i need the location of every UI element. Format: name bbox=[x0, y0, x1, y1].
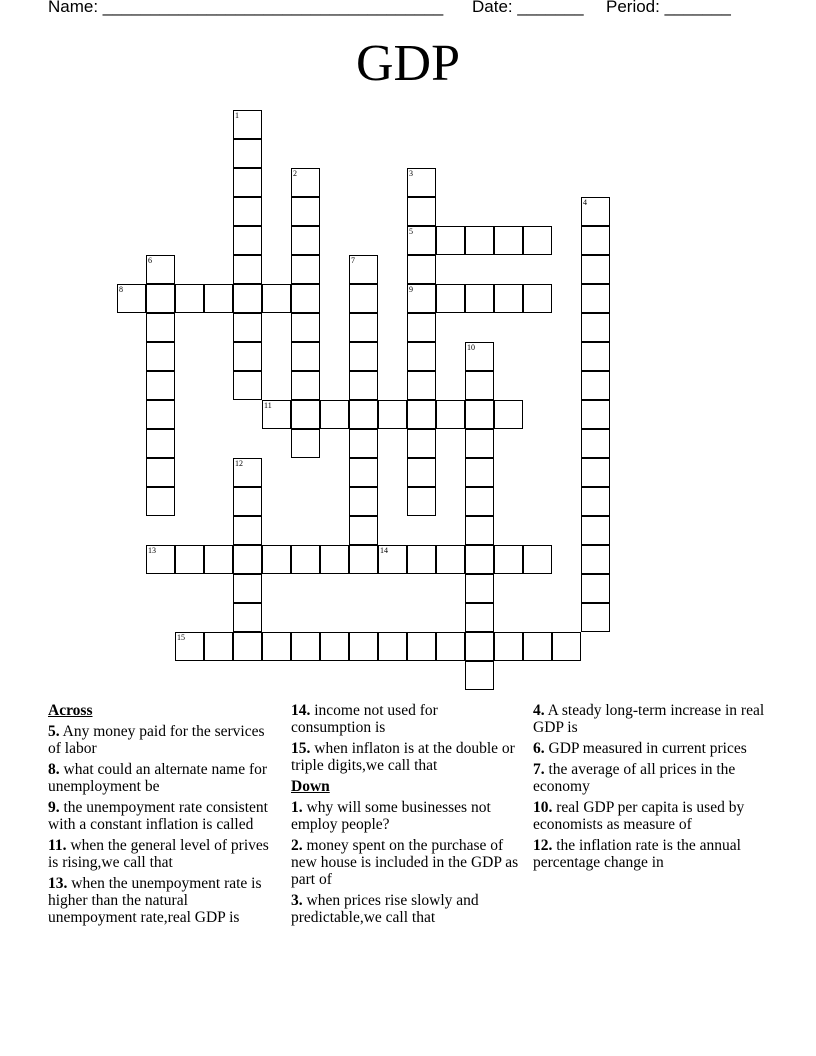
grid-cell[interactable] bbox=[407, 226, 436, 255]
grid-cell[interactable] bbox=[175, 284, 204, 313]
grid-cell[interactable] bbox=[407, 429, 436, 458]
grid-cell[interactable] bbox=[581, 284, 610, 313]
clue-number: 1 bbox=[235, 111, 239, 120]
grid-cell[interactable] bbox=[262, 284, 291, 313]
grid-cell[interactable] bbox=[291, 284, 320, 313]
grid-cell[interactable] bbox=[291, 313, 320, 342]
grid-cell[interactable] bbox=[233, 458, 262, 487]
grid-cell[interactable] bbox=[349, 487, 378, 516]
grid-cell[interactable] bbox=[436, 545, 465, 574]
clue-down-3: 3. when prices rise slowly and predictable,we call that bbox=[291, 892, 479, 926]
grid-cell[interactable] bbox=[465, 284, 494, 313]
grid-cell[interactable] bbox=[465, 429, 494, 458]
grid-cell[interactable] bbox=[581, 429, 610, 458]
grid-cell[interactable] bbox=[523, 632, 552, 661]
clue-number: 6 bbox=[148, 256, 152, 265]
grid-cell[interactable] bbox=[436, 632, 465, 661]
grid-cell[interactable] bbox=[291, 429, 320, 458]
grid-cell[interactable] bbox=[465, 632, 494, 661]
grid-cell[interactable] bbox=[204, 284, 233, 313]
grid-cell[interactable] bbox=[291, 255, 320, 284]
grid-cell[interactable] bbox=[320, 545, 349, 574]
grid-cell[interactable] bbox=[233, 632, 262, 661]
grid-cell[interactable] bbox=[291, 168, 320, 197]
grid-cell[interactable] bbox=[291, 400, 320, 429]
grid-cell[interactable] bbox=[204, 545, 233, 574]
name-field[interactable]: Name: ____________________________________ bbox=[48, 0, 444, 16]
clue-down-4: 4. A steady long-term increase in real GDP is bbox=[533, 702, 765, 736]
grid-cell[interactable] bbox=[117, 284, 146, 313]
clue-across-9: 9. the unempoyment rate consistent with a constant inflation is called bbox=[48, 799, 268, 833]
grid-cell[interactable] bbox=[233, 313, 262, 342]
clue-number: 11 bbox=[264, 401, 272, 410]
grid-cell[interactable] bbox=[175, 545, 204, 574]
grid-cell[interactable] bbox=[349, 458, 378, 487]
grid-cell[interactable] bbox=[349, 400, 378, 429]
grid-cell[interactable] bbox=[233, 487, 262, 516]
grid-cell[interactable] bbox=[233, 342, 262, 371]
clue-number: 2 bbox=[293, 169, 297, 178]
clue-across-13: 13. when the unempoyment rate is higher than the natural unempoyment rate,real GDP is bbox=[48, 875, 262, 926]
clue-across-5: 5. Any money paid for the services of labor bbox=[48, 723, 265, 757]
grid-cell[interactable] bbox=[291, 342, 320, 371]
clue-down-7: 7. the average of all prices in the economy bbox=[533, 761, 736, 795]
grid-cell[interactable] bbox=[233, 574, 262, 603]
grid-cell[interactable] bbox=[581, 400, 610, 429]
grid-cell[interactable] bbox=[291, 226, 320, 255]
grid-cell[interactable] bbox=[581, 603, 610, 632]
grid-cell[interactable] bbox=[349, 342, 378, 371]
grid-cell[interactable] bbox=[233, 603, 262, 632]
grid-cell[interactable] bbox=[378, 400, 407, 429]
clue-number: 5 bbox=[409, 227, 413, 236]
grid-cell[interactable] bbox=[233, 545, 262, 574]
grid-cell[interactable] bbox=[552, 632, 581, 661]
grid-cell[interactable] bbox=[436, 400, 465, 429]
clue-across-8: 8. what could an alternate name for unemployment be bbox=[48, 761, 268, 795]
grid-cell[interactable] bbox=[436, 284, 465, 313]
grid-cell[interactable] bbox=[465, 603, 494, 632]
grid-cell[interactable] bbox=[349, 371, 378, 400]
grid-cell[interactable] bbox=[407, 255, 436, 284]
grid-cell[interactable] bbox=[407, 632, 436, 661]
clues-column-1 bbox=[48, 702, 278, 930]
grid-cell[interactable] bbox=[262, 400, 291, 429]
clue-down-2: 2. money spent on the purchase of new house is included in the GDP as part of bbox=[291, 837, 519, 888]
grid-cell[interactable] bbox=[465, 487, 494, 516]
grid-cell[interactable] bbox=[581, 458, 610, 487]
grid-cell[interactable] bbox=[349, 516, 378, 545]
grid-cell[interactable] bbox=[349, 429, 378, 458]
grid-cell[interactable] bbox=[146, 545, 175, 574]
clue-down-12: 12. the inflation rate is the annual percentage change in bbox=[533, 837, 741, 871]
grid-cell[interactable] bbox=[146, 429, 175, 458]
grid-cell[interactable] bbox=[465, 574, 494, 603]
clue-down-1: 1. why will some businesses not employ people? bbox=[291, 799, 491, 833]
clue-number: 12 bbox=[235, 459, 243, 468]
grid-cell[interactable] bbox=[407, 371, 436, 400]
grid-cell[interactable] bbox=[349, 255, 378, 284]
grid-cell[interactable] bbox=[581, 255, 610, 284]
grid-cell[interactable] bbox=[494, 545, 523, 574]
grid-cell[interactable] bbox=[320, 400, 349, 429]
grid-cell[interactable] bbox=[233, 255, 262, 284]
clues-column-3 bbox=[533, 702, 773, 875]
clue-across-11: 11. when the general level of prives is rising,we call that bbox=[48, 837, 269, 871]
grid-cell[interactable] bbox=[465, 342, 494, 371]
grid-cell[interactable] bbox=[407, 168, 436, 197]
grid-cell[interactable] bbox=[349, 284, 378, 313]
grid-cell[interactable] bbox=[291, 632, 320, 661]
clue-across-15: 15. when inflaton is at the double or triple digits,we call that bbox=[291, 740, 515, 774]
grid-cell[interactable] bbox=[349, 632, 378, 661]
grid-cell[interactable] bbox=[436, 226, 465, 255]
down-heading: Down bbox=[291, 778, 330, 795]
grid-cell[interactable] bbox=[262, 545, 291, 574]
grid-cell[interactable] bbox=[494, 284, 523, 313]
clue-number: 3 bbox=[409, 169, 413, 178]
grid-cell[interactable] bbox=[291, 371, 320, 400]
grid-cell[interactable] bbox=[262, 632, 291, 661]
clue-number: 8 bbox=[119, 285, 123, 294]
grid-cell[interactable] bbox=[349, 313, 378, 342]
grid-cell[interactable] bbox=[465, 458, 494, 487]
grid-cell[interactable] bbox=[465, 661, 494, 690]
grid-cell[interactable] bbox=[146, 487, 175, 516]
grid-cell[interactable] bbox=[407, 545, 436, 574]
grid-cell[interactable] bbox=[233, 371, 262, 400]
clue-down-6: 6. GDP measured in current prices bbox=[533, 740, 747, 757]
grid-cell[interactable] bbox=[494, 632, 523, 661]
grid-cell[interactable] bbox=[407, 284, 436, 313]
grid-cell[interactable] bbox=[175, 632, 204, 661]
grid-cell[interactable] bbox=[523, 284, 552, 313]
grid-cell[interactable] bbox=[146, 313, 175, 342]
across-heading: Across bbox=[48, 702, 93, 719]
grid-cell[interactable] bbox=[581, 487, 610, 516]
grid-cell[interactable] bbox=[407, 400, 436, 429]
clue-down-10: 10. real GDP per capita is used by economists as measure of bbox=[533, 799, 745, 833]
grid-cell[interactable] bbox=[581, 197, 610, 226]
grid-cell[interactable] bbox=[581, 342, 610, 371]
grid-cell[interactable] bbox=[407, 342, 436, 371]
grid-cell[interactable] bbox=[465, 371, 494, 400]
clue-number: 13 bbox=[148, 546, 156, 555]
grid-cell[interactable] bbox=[146, 255, 175, 284]
grid-cell[interactable] bbox=[291, 545, 320, 574]
grid-cell[interactable] bbox=[407, 313, 436, 342]
grid-cell[interactable] bbox=[233, 284, 262, 313]
grid-cell[interactable] bbox=[233, 110, 262, 139]
grid-cell[interactable] bbox=[407, 487, 436, 516]
grid-cell[interactable] bbox=[233, 516, 262, 545]
grid-cell[interactable] bbox=[523, 545, 552, 574]
clue-number: 7 bbox=[351, 256, 355, 265]
grid-cell[interactable] bbox=[581, 545, 610, 574]
grid-cell[interactable] bbox=[465, 400, 494, 429]
period-field[interactable]: Period: _______ bbox=[606, 0, 731, 16]
grid-cell[interactable] bbox=[494, 400, 523, 429]
grid-cell[interactable] bbox=[146, 284, 175, 313]
grid-cell[interactable] bbox=[581, 226, 610, 255]
grid-cell[interactable] bbox=[407, 458, 436, 487]
grid-cell[interactable] bbox=[146, 400, 175, 429]
grid-cell[interactable] bbox=[407, 197, 436, 226]
grid-cell[interactable] bbox=[291, 197, 320, 226]
grid-cell[interactable] bbox=[378, 545, 407, 574]
grid-cell[interactable] bbox=[233, 168, 262, 197]
grid-cell[interactable] bbox=[581, 371, 610, 400]
grid-cell[interactable] bbox=[320, 632, 349, 661]
grid-cell[interactable] bbox=[465, 545, 494, 574]
grid-cell[interactable] bbox=[146, 371, 175, 400]
grid-cell[interactable] bbox=[233, 197, 262, 226]
puzzle-title: GDP bbox=[355, 35, 461, 92]
grid-cell[interactable] bbox=[581, 574, 610, 603]
grid-cell[interactable] bbox=[233, 226, 262, 255]
grid-cell[interactable] bbox=[204, 632, 233, 661]
grid-cell[interactable] bbox=[465, 226, 494, 255]
grid-cell[interactable] bbox=[581, 516, 610, 545]
grid-cell[interactable] bbox=[146, 342, 175, 371]
clues-column-2 bbox=[291, 702, 521, 930]
date-field[interactable]: Date: _______ bbox=[472, 0, 584, 16]
clue-number: 9 bbox=[409, 285, 413, 294]
grid-cell[interactable] bbox=[349, 545, 378, 574]
grid-cell[interactable] bbox=[465, 516, 494, 545]
grid-cell[interactable] bbox=[233, 139, 262, 168]
clue-number: 15 bbox=[177, 633, 185, 642]
clue-across-14: 14. income not used for consumption is bbox=[291, 702, 438, 736]
clue-number: 10 bbox=[467, 343, 475, 352]
clue-number: 4 bbox=[583, 198, 587, 207]
grid-cell[interactable] bbox=[378, 632, 407, 661]
grid-cell[interactable] bbox=[581, 313, 610, 342]
grid-cell[interactable] bbox=[146, 458, 175, 487]
grid-cell[interactable] bbox=[523, 226, 552, 255]
clue-number: 14 bbox=[380, 546, 388, 555]
grid-cell[interactable] bbox=[494, 226, 523, 255]
